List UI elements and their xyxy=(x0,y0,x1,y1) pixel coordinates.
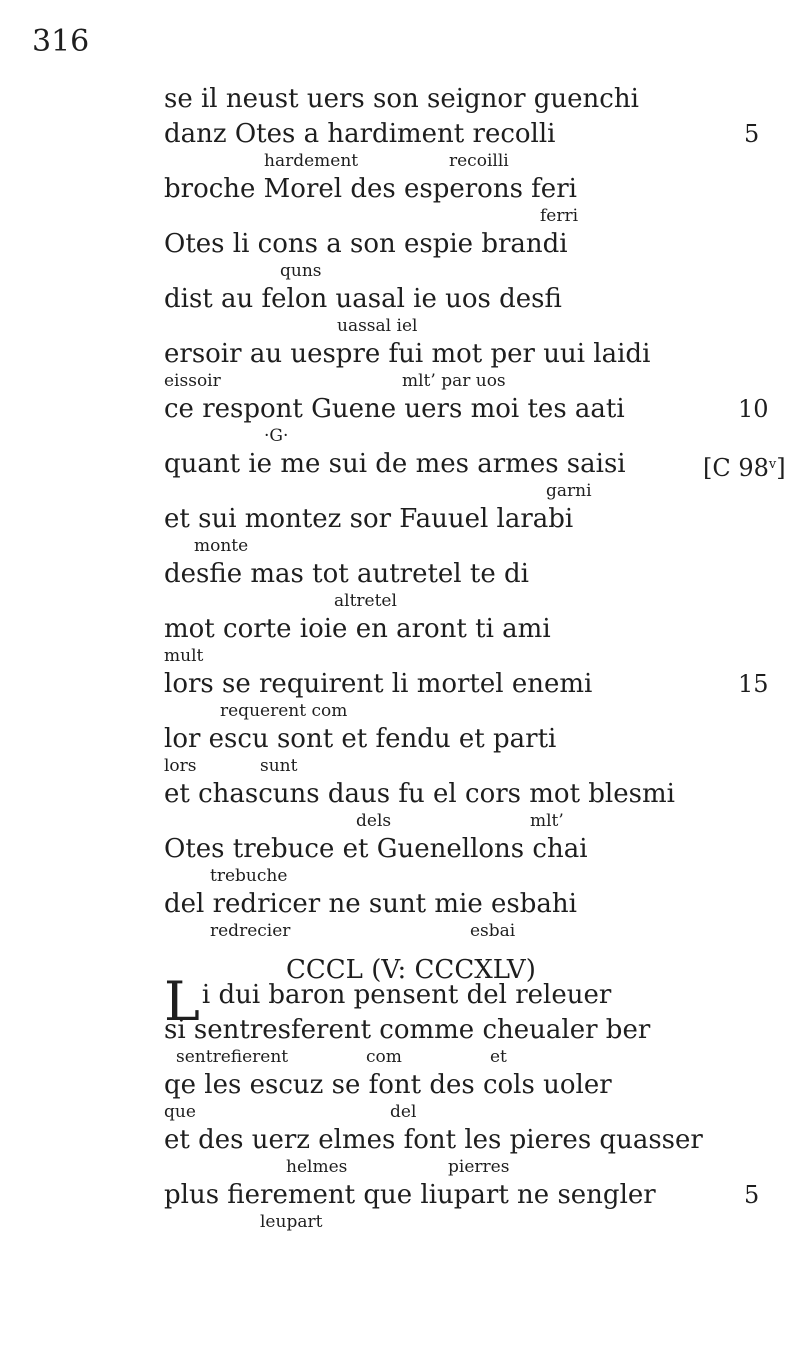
section-heading: CCCL (V: CCCXLV) xyxy=(286,955,536,985)
variant-reading: et xyxy=(490,1047,507,1067)
page-number: 316 xyxy=(32,24,90,59)
variant-reading: redrecier xyxy=(210,921,291,941)
variant-readings xyxy=(164,425,675,447)
margin-note: [C 98$^v$] xyxy=(703,454,786,482)
variant-readings xyxy=(164,1156,703,1178)
verse-line xyxy=(164,392,769,427)
variant-readings xyxy=(164,150,675,172)
verse-text: Otes trebuce et Guenellons chai xyxy=(164,834,588,864)
variant-reading: sunt xyxy=(260,756,298,776)
verse-text: qe les escuz se font des cols uoler xyxy=(164,1070,612,1100)
variant-readings xyxy=(164,1046,703,1068)
stanza-main xyxy=(164,82,786,942)
variant-reading: altretel xyxy=(334,591,397,611)
variant-reading: mult xyxy=(164,646,204,666)
verse-text: Otes li cons a son espie brandi xyxy=(164,229,568,259)
verse-line xyxy=(164,887,675,922)
variant-reading: trebuche xyxy=(210,866,288,886)
verse-line xyxy=(164,557,675,592)
variant-reading: monte xyxy=(194,536,249,556)
variant-readings xyxy=(164,260,675,282)
verse-line xyxy=(164,447,786,482)
variant-reading: mlt’ xyxy=(530,811,564,831)
variant-reading: uassal iel xyxy=(337,316,418,336)
variant-reading: que xyxy=(164,1102,196,1122)
variant-readings xyxy=(164,370,675,392)
variant-reading: helmes xyxy=(286,1157,348,1177)
margin-note: 10 xyxy=(738,395,769,423)
verse-line xyxy=(164,82,675,117)
verse-text: ersoir au uespre fui mot per uui laidi xyxy=(164,339,651,369)
variant-readings xyxy=(164,700,675,722)
verse-text: lor escu sont et fendu et parti xyxy=(164,724,557,754)
margin-note: 5 xyxy=(744,120,760,148)
variant-reading: leupart xyxy=(260,1212,323,1232)
margin-note: 15 xyxy=(738,670,769,698)
variant-readings xyxy=(164,315,675,337)
verse-line xyxy=(164,227,675,262)
verse-text: Li dui baron pensent del releuer xyxy=(164,970,612,1033)
variant-reading: requerent com xyxy=(220,701,348,721)
variant-readings xyxy=(164,1211,703,1233)
verse-line xyxy=(164,722,675,757)
verse-line xyxy=(164,282,675,317)
verse-line xyxy=(164,777,675,812)
variant-reading: dels xyxy=(356,811,392,831)
variant-reading: hardement xyxy=(264,151,359,171)
verse-text: dist au felon uasal ie uos desfi xyxy=(164,284,562,314)
variant-reading: esbai xyxy=(470,921,516,941)
verse-text: lors se requirent li mortel enemi xyxy=(164,669,593,699)
variant-reading: sentrefierent xyxy=(176,1047,289,1067)
drop-cap: L xyxy=(164,970,200,1033)
verse-text: broche Morel des esperons feri xyxy=(164,174,577,204)
variant-readings xyxy=(164,755,675,777)
verse-text: se il neust uers son seignor guenchi xyxy=(164,84,639,114)
verse-text: desfie mas tot autretel te di xyxy=(164,559,529,589)
verse-line xyxy=(164,1123,703,1158)
verse-text: et des uerz elmes font les pieres quasser xyxy=(164,1125,703,1155)
variant-reading: quns xyxy=(280,261,322,281)
verse-text: et chascuns daus fu el cors mot blesmi xyxy=(164,779,675,809)
verse-text: et sui montez sor Fauuel larabi xyxy=(164,504,574,534)
variant-reading: ·G· xyxy=(264,426,289,446)
variant-readings xyxy=(164,645,675,667)
margin-note: 5 xyxy=(744,1181,760,1209)
variant-reading: garni xyxy=(546,481,592,501)
verse-line xyxy=(164,172,675,207)
variant-readings xyxy=(164,480,675,502)
variant-reading: mlt’ par uos xyxy=(402,371,506,391)
verse-text: ce respont Guene uers moi tes aati xyxy=(164,394,625,424)
verse-line xyxy=(164,667,769,702)
variant-reading: lors xyxy=(164,756,197,776)
verse-text: mot corte ioie en aront ti ami xyxy=(164,614,551,644)
variant-readings xyxy=(164,810,675,832)
variant-readings xyxy=(164,205,675,227)
variant-readings xyxy=(164,1101,703,1123)
variant-readings xyxy=(164,535,675,557)
verse-line xyxy=(164,337,675,372)
variant-reading: ferri xyxy=(540,206,579,226)
variant-reading: com xyxy=(366,1047,402,1067)
verse-line xyxy=(164,502,675,537)
verse-line xyxy=(164,1178,760,1213)
variant-reading: eissoir xyxy=(164,371,221,391)
variant-reading: del xyxy=(390,1102,417,1122)
variant-readings xyxy=(164,920,675,942)
verse-line xyxy=(164,1068,703,1103)
verse-text: si sentresferent comme cheualer ber xyxy=(164,1015,651,1045)
variant-readings xyxy=(164,590,675,612)
verse-line xyxy=(164,832,675,867)
variant-reading: pierres xyxy=(448,1157,510,1177)
verse-line xyxy=(164,1013,703,1048)
verse-text: quant ie me sui de mes armes saisi xyxy=(164,449,626,479)
verse-text: danz Otes a hardiment recolli xyxy=(164,119,556,149)
verse-text: plus fierement que liupart ne sengler xyxy=(164,1180,656,1210)
variant-readings xyxy=(164,865,675,887)
verse-line xyxy=(164,117,760,152)
verse-line xyxy=(164,612,675,647)
verse-text: del redricer ne sunt mie esbahi xyxy=(164,889,577,919)
variant-reading: recoilli xyxy=(449,151,509,171)
